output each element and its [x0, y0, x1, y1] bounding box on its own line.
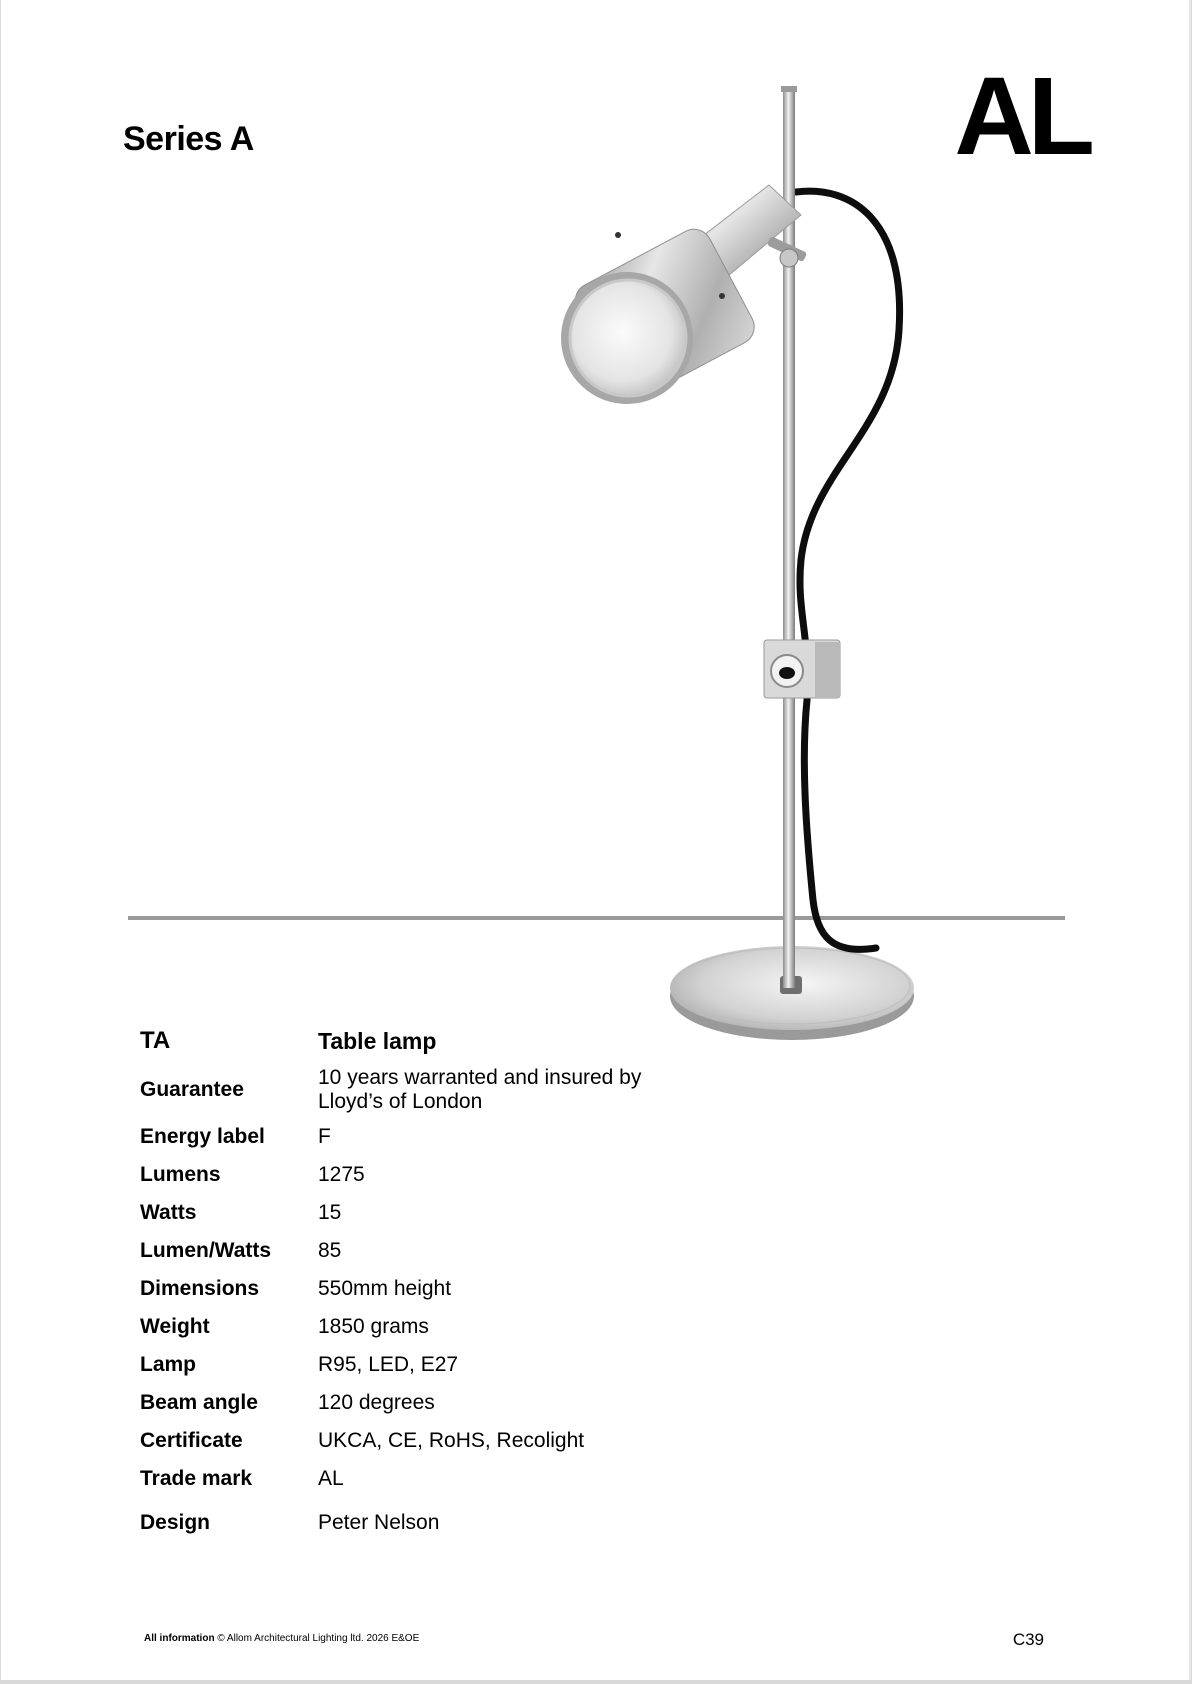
spec-label: Design — [140, 1511, 211, 1534]
product-name: Table lamp — [318, 1027, 437, 1054]
spec-label: Lamp — [140, 1353, 197, 1376]
spec-value: 1850 grams — [318, 1315, 429, 1338]
footer-bold: All information — [144, 1633, 215, 1644]
spec-value: 15 — [318, 1201, 342, 1224]
product-code: TA — [140, 1027, 171, 1054]
spec-label: Lumen/Watts — [140, 1239, 272, 1262]
spec-value: 550mm height — [318, 1277, 452, 1300]
spec-label: Certificate — [140, 1429, 243, 1452]
spec-value: 1275 — [318, 1163, 365, 1186]
spec-row — [140, 1270, 678, 1308]
spec-label: Guarantee — [140, 1078, 244, 1101]
spec-row — [140, 1346, 678, 1384]
spec-row — [140, 1422, 678, 1460]
spec-value-line: Lloyd’s of London — [318, 1090, 483, 1113]
spec-row — [140, 1062, 678, 1118]
spec-value: UKCA, CE, RoHS, Recolight — [318, 1429, 585, 1452]
spec-row-product — [140, 1020, 678, 1062]
footer-copyright — [144, 1633, 419, 1644]
brand-logo: AL — [954, 55, 1089, 178]
table-lamp-image — [1, 0, 1189, 1100]
spec-row — [140, 1156, 678, 1194]
spec-table — [140, 1020, 678, 1548]
catalogue-page — [1, 0, 1191, 1680]
spec-label: Weight — [140, 1315, 210, 1338]
spec-value: AL — [318, 1467, 344, 1490]
spec-row — [140, 1232, 678, 1270]
spec-label: Trade mark — [140, 1467, 253, 1490]
spec-row — [140, 1308, 678, 1346]
spec-label: Beam angle — [140, 1391, 258, 1414]
spec-row — [140, 1118, 678, 1156]
spec-row — [140, 1194, 678, 1232]
spec-label: Dimensions — [140, 1277, 260, 1300]
spec-value-line: 10 years warranted and insured by — [318, 1066, 642, 1089]
spec-value: 120 degrees — [318, 1391, 435, 1414]
spec-label: Energy label — [140, 1125, 265, 1148]
footer-text: © Allom Architectural Lighting ltd. 2026 E&OE — [214, 1633, 420, 1644]
spec-value: R95, LED, E27 — [318, 1353, 459, 1376]
spec-value: Peter Nelson — [318, 1511, 440, 1534]
spec-row — [140, 1498, 678, 1548]
spec-row — [140, 1460, 678, 1498]
spec-value: F — [318, 1125, 331, 1148]
spec-value — [318, 1062, 678, 1118]
page-number: C39 — [1012, 1630, 1044, 1649]
spec-label: Lumens — [140, 1163, 221, 1186]
spec-value: 85 — [318, 1239, 342, 1262]
spec-label: Watts — [140, 1201, 197, 1224]
spec-row — [140, 1384, 678, 1422]
series-title: Series A — [123, 120, 254, 158]
